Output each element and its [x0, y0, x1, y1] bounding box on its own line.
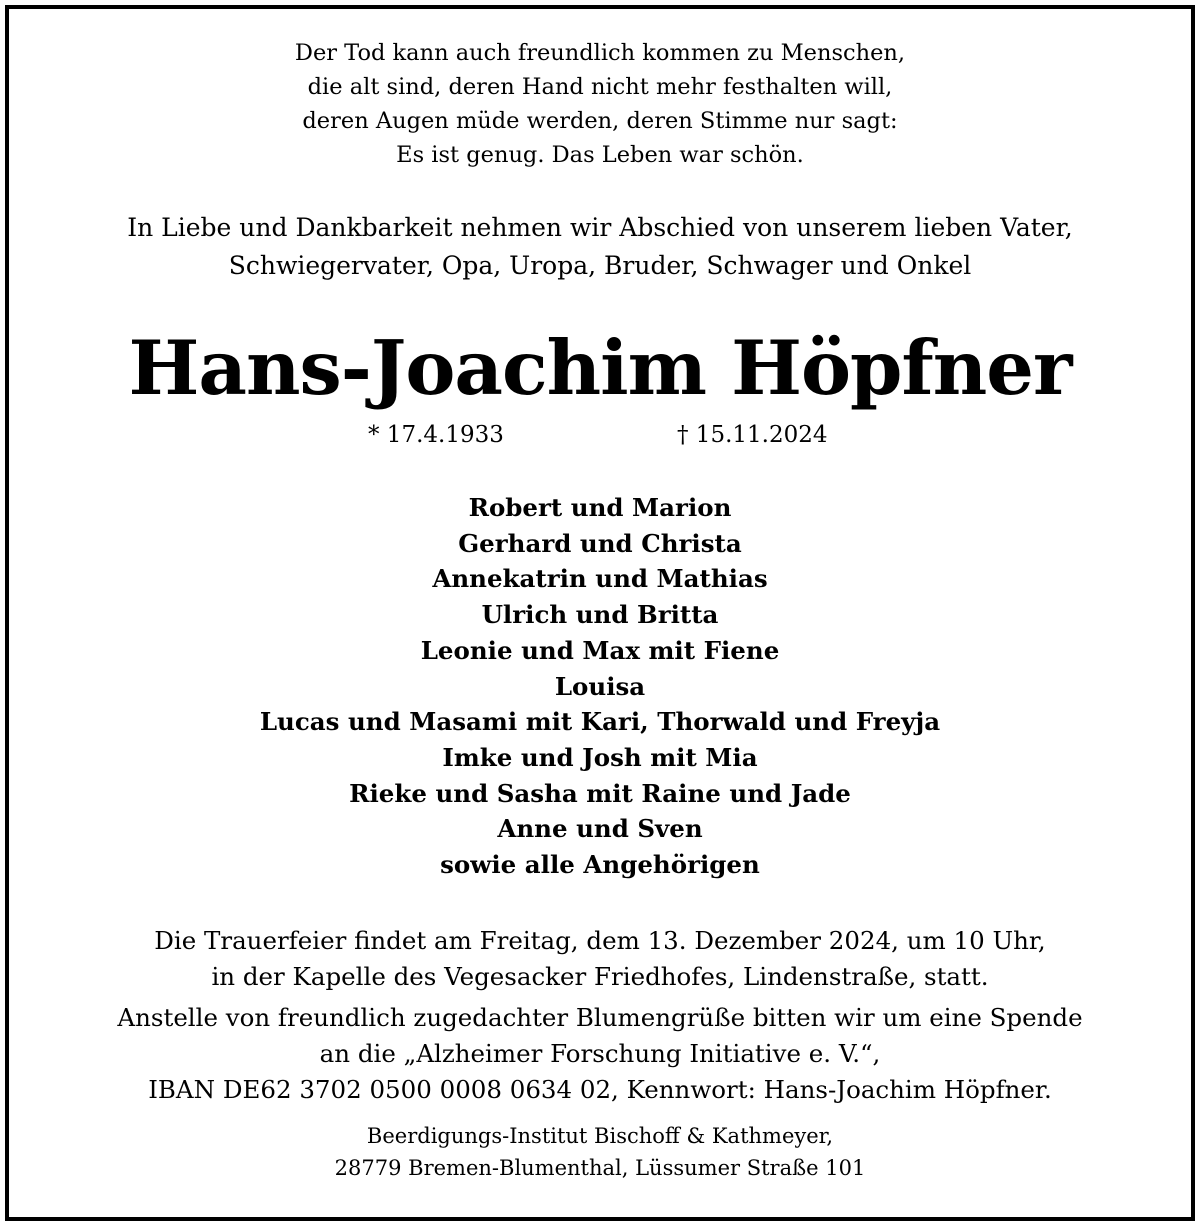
family-member: Anne und Sven: [497, 814, 703, 844]
poem-line: Es ist genug. Das Leben war schön.: [396, 142, 804, 168]
family-member: Ulrich und Britta: [481, 600, 719, 630]
intro-line: In Liebe und Dankbarkeit nehmen wir Abschied von unserem lieben Vater,: [127, 213, 1073, 242]
undertaker-info: [0, 1120, 1200, 1184]
family-list: [0, 490, 1200, 883]
family-member: Lucas und Masami mit Kari, Thorwald und Freyja: [259, 707, 941, 737]
intro-line: Schwiegervater, Opa, Uropa, Bruder, Schwager und Onkel: [228, 251, 972, 280]
undertaker-line: Beerdigungs-Institut Bischoff & Kathmeyer,: [366, 1124, 834, 1148]
family-member: Gerhard und Christa: [458, 528, 742, 558]
family-member: Robert und Marion: [468, 493, 732, 522]
family-member: sowie alle Angehörigen: [440, 850, 760, 880]
family-member: Imke und Josh mit Mia: [442, 742, 758, 772]
family-member: Louisa: [554, 671, 646, 701]
poem-line: deren Augen müde werden, deren Stimme nur sagt:: [302, 108, 898, 134]
undertaker-line: 28779 Bremen-Blumenthal, Lüssumer Straße 101: [334, 1156, 866, 1180]
family-member: Annekatrin und Mathias: [432, 564, 768, 594]
ceremony-line: in der Kapelle des Vegesacker Friedhofes, Lindenstraße, statt.: [211, 962, 989, 991]
poem: [0, 36, 1200, 172]
donation-line: Anstelle von freundlich zugedachter Blumengrüße bitten wir um eine Spende: [117, 1003, 1083, 1032]
birth-date: * 17.4.1933: [368, 422, 504, 448]
donation-line: IBAN DE62 3702 0500 0008 0634 02, Kennwort: Hans-Joachim Höpfner.: [148, 1075, 1052, 1104]
ceremony-info: [0, 923, 1200, 995]
poem-line: die alt sind, deren Hand nicht mehr festhalten will,: [307, 74, 893, 100]
donation-line: an die „Alzheimer Forschung Initiative e. V.“,: [319, 1039, 881, 1068]
deceased-name: Hans-Joachim Höpfner: [128, 324, 1072, 412]
death-date: † 15.11.2024: [677, 422, 828, 448]
family-member: Leonie und Max mit Fiene: [420, 635, 780, 665]
poem-line: Der Tod kann auch freundlich kommen zu Menschen,: [294, 40, 906, 66]
intro-text: [0, 209, 1200, 285]
donation-info: [0, 1000, 1200, 1108]
ceremony-line: Die Trauerfeier findet am Freitag, dem 13. Dezember 2024, um 10 Uhr,: [154, 926, 1046, 955]
family-member: Rieke und Sasha mit Raine und Jade: [349, 778, 851, 808]
